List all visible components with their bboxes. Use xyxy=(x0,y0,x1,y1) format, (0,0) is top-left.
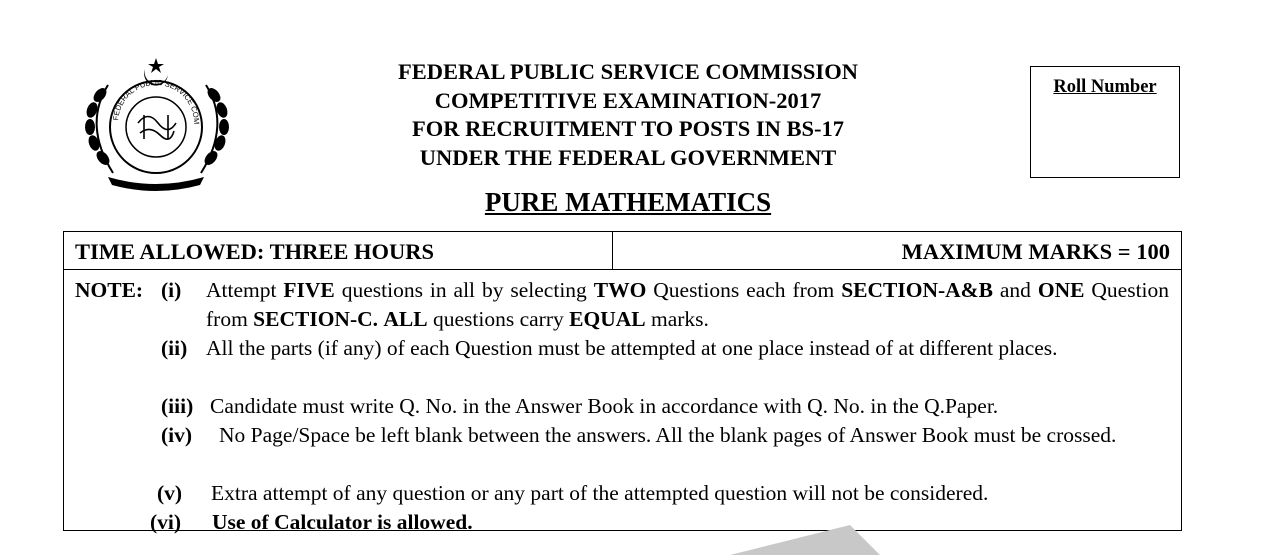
note-label: (iii) xyxy=(161,394,194,418)
roll-number-box[interactable] xyxy=(1030,66,1180,178)
header-line-exam: COMPETITIVE EXAMINATION-2017 xyxy=(434,87,822,113)
svg-text:FEDERAL PUBLIC SERVICE COMMISS: FEDERAL PUBLIC SERVICE COM xyxy=(111,77,202,125)
emblem-icon xyxy=(78,55,238,195)
roll-number-label: Roll Number xyxy=(1053,77,1157,97)
note-label: (v) xyxy=(157,481,183,505)
exam-header xyxy=(300,58,956,172)
note-item-1: Attempt FIVE questions in all by selecting TWO Questions each from SECTION-A&B and ONE Question from SECTION-C. ALL questions carry EQUAL marks. xyxy=(206,278,1170,331)
note-item-4: No Page/Space be left blank between the answers. All the blank pages of Answer Book must be crossed. xyxy=(219,423,1117,447)
calligraphy-icon xyxy=(138,115,176,139)
laurel-left-icon xyxy=(86,85,113,173)
page-curl-shadow xyxy=(730,525,880,555)
time-allowed: TIME ALLOWED: THREE HOURS xyxy=(64,232,613,269)
header-line-commission: FEDERAL PUBLIC SERVICE COMMISSION xyxy=(398,59,858,84)
header-line-recruitment: FOR RECRUITMENT TO POSTS IN BS-17 xyxy=(412,116,844,141)
laurel-right-icon xyxy=(201,85,228,173)
exam-info-row xyxy=(64,232,1181,270)
fpsc-emblem xyxy=(78,55,238,195)
note-item-2: All the parts (if any) of each Question must be attempted at one place instead of at different places. xyxy=(206,336,1058,360)
note-item-5: Extra attempt of any question or any part of the attempted question will not be considered. xyxy=(211,481,989,505)
note-item-6: Use of Calculator is allowed. xyxy=(212,510,473,534)
note-label: (ii) xyxy=(161,336,188,360)
maximum-marks: MAXIMUM MARKS = 100 xyxy=(901,239,1170,264)
note-prefix: NOTE: xyxy=(75,278,144,302)
header-line-government: UNDER THE FEDERAL GOVERNMENT xyxy=(419,144,837,170)
note-item-3: Candidate must write Q. No. in the Answer Book in accordance with Q. No. in the Q.Paper. xyxy=(210,394,999,418)
note-label: (i) xyxy=(161,278,182,302)
note-label: (vi) xyxy=(150,510,182,534)
note-label: (iv) xyxy=(161,423,193,447)
subject-title: PURE MATHEMATICS xyxy=(484,187,772,217)
instructions-table xyxy=(63,231,1182,534)
